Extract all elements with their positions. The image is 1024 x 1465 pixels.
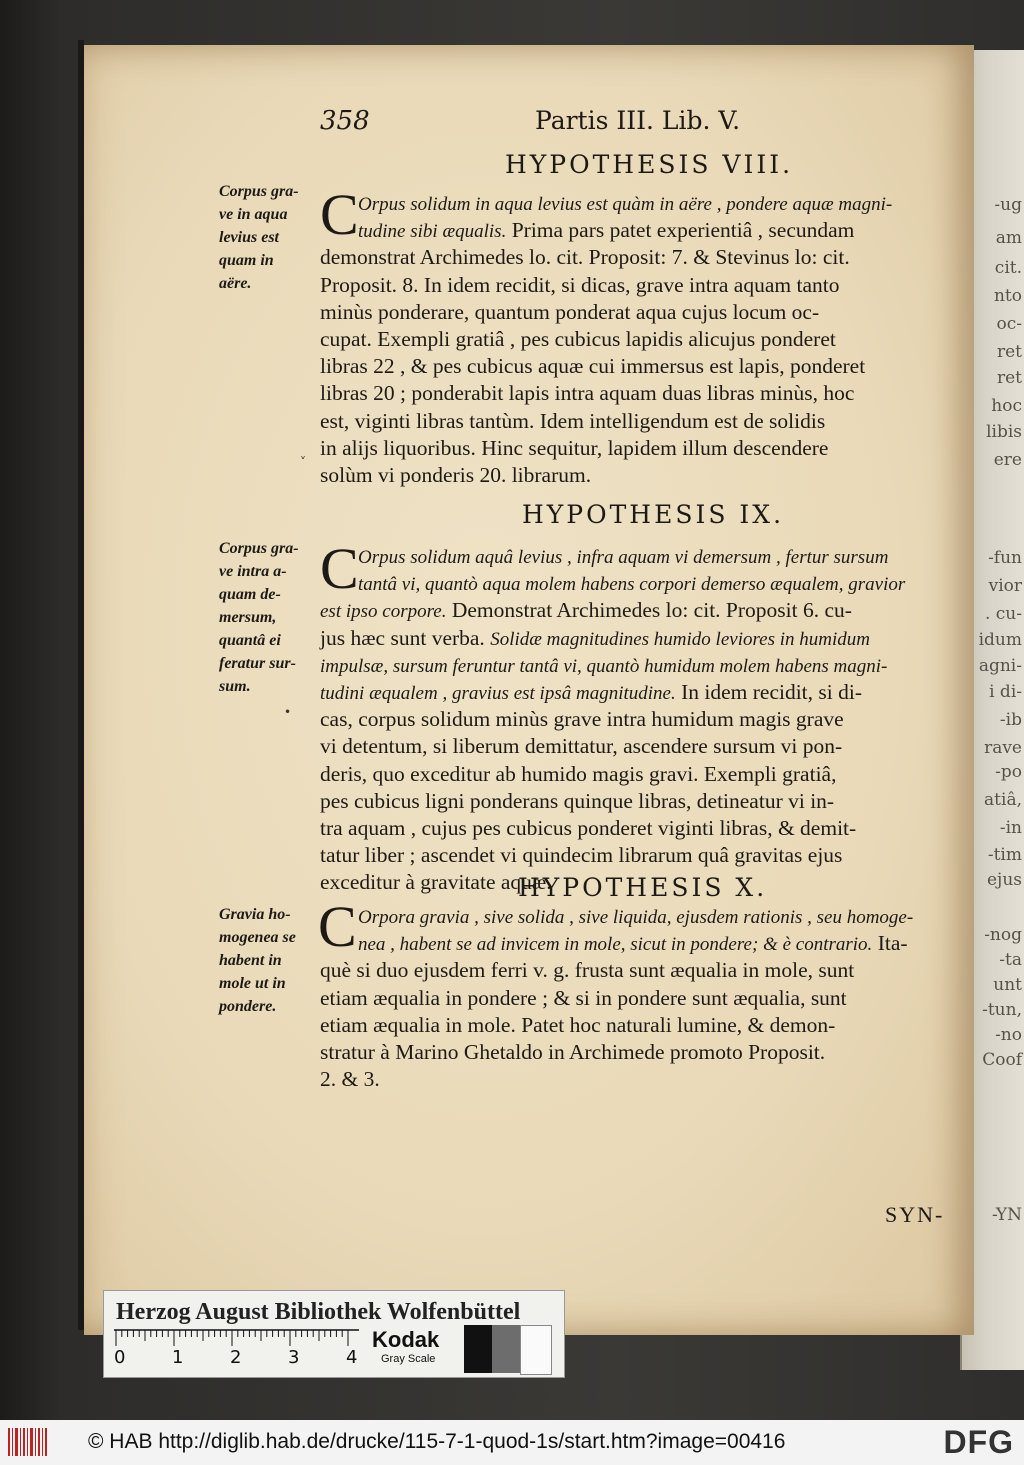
gray-swatch-black (464, 1325, 492, 1373)
library-scale-card (103, 1290, 565, 1378)
adjacent-page-fragment: agni- (978, 656, 1022, 676)
ruler-number: 0 (114, 1347, 126, 1368)
roman-text: etiam æqualia in mole. Patet hoc naturali lumine, & demon- (320, 1012, 836, 1037)
adjacent-page-fragment: . cu- (984, 604, 1022, 624)
roman-text: libras 20 ; ponderabit lapis intra aquam duas libras minùs, hoc (320, 381, 855, 406)
text-line (320, 1066, 960, 1093)
margin-note-line: sum. (219, 678, 251, 695)
page-number: 358 (320, 106, 370, 136)
running-title: Partis III. Lib. V. (535, 106, 741, 135)
adjacent-page-fragment: -tun, (982, 1000, 1022, 1020)
text-line (320, 217, 960, 244)
roman-text: pes cubicus ligni ponderans quinque libras, detineatur vi in- (320, 788, 835, 813)
adjacent-page-fragment: i di- (989, 682, 1022, 702)
margin-note-line: mogenea se (219, 929, 296, 946)
margin-note-line: quantâ ei (219, 632, 281, 649)
text-line (320, 408, 960, 435)
roman-text: vi detentum, si liberum demittatur, ascendere sursum vi pon- (320, 734, 843, 759)
italic-text: tudini æqualem , gravius est ipsâ magnitudine. (320, 682, 676, 704)
text-line (320, 957, 960, 984)
roman-text: tra aquam , cujus pes cubicus ponderet viginti libras, & demit- (320, 815, 857, 840)
hypothesis-title: HYPOTHESIS VIII. (505, 150, 794, 179)
adjacent-page-fragment: ere (993, 450, 1022, 470)
italic-text: Orpora gravia , sive solida , sive liquida, ejusdem rationis , seu homoge- (358, 907, 914, 928)
text-line (320, 326, 960, 353)
italic-text: Solidæ magnitudines humido leviores in humidum (490, 628, 870, 650)
margin-note-line: mole ut in (219, 975, 286, 992)
roman-text: Prima pars patet experientiâ , secundam (506, 218, 855, 243)
margin-note-line: feratur sur- (219, 655, 296, 672)
ruler-number: 1 (172, 1347, 184, 1368)
text-line (320, 299, 960, 326)
italic-text: Orpus solidum aquâ levius , infra aquam vi demersum , fertur sursum (358, 547, 889, 568)
italic-text: nea , habent se ad invicem in mole, sicut in pondere; & è contrario. (358, 934, 873, 956)
text-line (320, 679, 960, 706)
catchword: SYN- (885, 1202, 945, 1227)
text-line (320, 788, 960, 815)
margin-note-line: ve intra a- (219, 563, 287, 580)
roman-text: Demonstrat Archimedes lo: cit. Proposit 6. cu- (446, 598, 852, 623)
text-line (320, 353, 960, 380)
text-line (320, 543, 960, 570)
margin-note-line: Corpus gra- (219, 183, 299, 200)
hypothesis-text (320, 543, 960, 896)
adjacent-page-fragment: ret (996, 342, 1022, 362)
roman-text: In idem recidit, si di- (675, 679, 863, 704)
text-line (320, 1039, 960, 1066)
hypothesis-title: HYPOTHESIS X. (518, 873, 768, 902)
adjacent-page-fragment: -ta (999, 950, 1022, 970)
margin-note-line: Gravia ho- (219, 906, 291, 923)
adjacent-page-fragment: -ug (994, 195, 1022, 215)
hypothesis-text (320, 190, 960, 489)
adjacent-page-fragment: am (995, 228, 1022, 248)
italic-text: impulsæ, sursum feruntur tantâ vi, quantò humidum molem habens magni- (320, 655, 888, 677)
text-line (320, 462, 960, 489)
roman-text: Proposit. 8. In idem recidit, si dicas, grave intra aquam tanto (320, 272, 840, 297)
ruler-numbers (114, 1347, 364, 1369)
margin-note (219, 903, 314, 1018)
margin-note-line: habent in (219, 952, 282, 969)
margin-note-line: ve in aqua (219, 206, 288, 223)
adjacent-page-fragment: vior (988, 576, 1022, 596)
measurement-ruler (114, 1329, 364, 1347)
adjacent-page-fragment: -tim (987, 845, 1022, 865)
text-line (320, 706, 960, 733)
text-line (320, 597, 960, 624)
text-line (320, 985, 960, 1012)
drop-capital: C (320, 536, 359, 601)
adjacent-page-fragment: -in (999, 818, 1022, 838)
roman-text: cupat. Exempli gratiâ , pes cubicus lapidis alicujus ponderet (320, 326, 836, 351)
adjacent-page-fragment: unt (993, 975, 1022, 995)
gray-swatch-mid (492, 1325, 520, 1373)
text-line (320, 903, 960, 930)
italic-text: tudine sibi æqualis. (358, 221, 507, 243)
adjacent-page-fragment: -no (995, 1025, 1022, 1045)
drop-capital: C (318, 894, 357, 959)
italic-text: est ipso corpore. (320, 601, 447, 623)
adjacent-page-fragment: libis (986, 422, 1022, 442)
ink-mark: • (284, 705, 292, 719)
italic-text: Orpus solidum in aqua levius est quàm in aëre , pondere aquæ magni- (358, 194, 893, 215)
roman-text: in alijs liquoribus. Hinc sequitur, lapidem illum descendere (320, 435, 829, 460)
hypothesis-title: HYPOTHESIS IX. (522, 500, 785, 529)
margin-note-line: pondere. (219, 998, 277, 1015)
adjacent-page-fragment: cit. (994, 258, 1022, 278)
roman-text: est, viginti libras tantùm. Idem intelligendum est de solidis (320, 408, 826, 433)
margin-note-line: levius est (219, 229, 279, 246)
library-name: Herzog August Bibliothek Wolfenbüttel (116, 1299, 521, 1325)
italic-text: tantâ vi, quantò aqua molem habens corpori demerso æqualem, gravior (358, 574, 906, 596)
ink-mark: ˅ (300, 455, 306, 469)
text-line (320, 842, 960, 869)
adjacent-page-fragment: hoc (991, 396, 1022, 416)
roman-text: exceditur à gravitate aquæ. (320, 870, 552, 895)
roman-text: stratur à Marino Ghetaldo in Archimede promoto Proposit. (320, 1039, 826, 1064)
ruler-number: 4 (346, 1347, 358, 1368)
adjacent-page-fragment: ejus (986, 870, 1022, 890)
roman-text: libras 22 , & pes cubicus aquæ cui immersus est lapis, ponderet (320, 354, 866, 379)
text-line (320, 570, 960, 597)
text-line (320, 380, 960, 407)
margin-note-line: quam de- (219, 586, 281, 603)
drop-capital: C (320, 182, 359, 247)
gray-swatch-white (520, 1325, 552, 1375)
text-line (320, 1012, 960, 1039)
text-line (320, 815, 960, 842)
text-line (320, 930, 960, 957)
hypothesis-text (320, 903, 960, 1093)
adjacent-page-fragment: rave (984, 738, 1022, 758)
text-line (320, 190, 960, 217)
text-line (320, 652, 960, 679)
barcode-icon (8, 1426, 48, 1458)
text-line (320, 272, 960, 299)
roman-text: demonstrat Archimedes lo. cit. Proposit: 7. & Stevinus lo: cit. (320, 245, 850, 270)
footer-bar (0, 1420, 1024, 1465)
margin-note-line: aëre. (219, 275, 252, 292)
adjacent-page-fragment: -fun (988, 548, 1022, 568)
margin-note (219, 537, 314, 698)
text-line (320, 625, 960, 652)
adjacent-page-fragment: atiâ, (984, 790, 1022, 810)
margin-note-line: Corpus gra- (219, 540, 299, 557)
margin-note-line: mersum, (219, 609, 277, 626)
adjacent-page-fragment: -YN (992, 1205, 1022, 1225)
text-line (320, 761, 960, 788)
roman-text: solùm vi ponderis 20. librarum. (320, 462, 592, 487)
margin-note (219, 180, 314, 295)
running-head (320, 106, 780, 142)
text-line (320, 244, 960, 271)
text-line (320, 733, 960, 760)
adjacent-page-fragment: oc- (996, 314, 1022, 334)
roman-text: 2. & 3. (320, 1067, 380, 1092)
roman-text: etiam æqualia in pondere ; & si in pondere sunt æqualia, sunt (320, 985, 847, 1010)
adjacent-page-fragment: ret (996, 368, 1022, 388)
adjacent-page-fragment: -nog (984, 925, 1022, 945)
roman-text: tatur liber ; ascendet vi quindecim librarum quâ gravitas ejus (320, 843, 843, 868)
ruler-number: 2 (230, 1347, 242, 1368)
roman-text: deris, quo exceditur ab humido magis gravi. Exempli gratiâ, (320, 761, 837, 786)
adjacent-page-fragment: -po (995, 762, 1022, 782)
adjacent-page-fragment: Coof (982, 1050, 1022, 1070)
roman-text: Ita- (872, 931, 908, 956)
adjacent-page-fragment: nto (993, 286, 1022, 306)
adjacent-page-fragment: idum (978, 630, 1022, 650)
ruler-number: 3 (288, 1347, 300, 1368)
roman-text: minùs ponderare, quantum ponderat aqua cujus locum oc- (320, 299, 820, 324)
roman-text: jus hæc sunt verba. (320, 625, 491, 650)
text-line (320, 435, 960, 462)
copyright-url: © HAB http://diglib.hab.de/drucke/115-7-1-quod-1s/start.htm?image=00416 (88, 1430, 786, 1453)
gray-scale-label: Gray Scale (381, 1353, 436, 1365)
adjacent-page-fragment: -ib (999, 710, 1022, 730)
dfg-logo: DFG (943, 1424, 1014, 1460)
margin-note-line: quam in (219, 252, 274, 269)
roman-text: què si duo ejusdem ferri v. g. frusta sunt æqualia in mole, sunt (320, 958, 855, 983)
kodak-logo: Kodak (372, 1327, 440, 1352)
roman-text: cas, corpus solidum minùs grave intra humidum magis grave (320, 707, 844, 732)
